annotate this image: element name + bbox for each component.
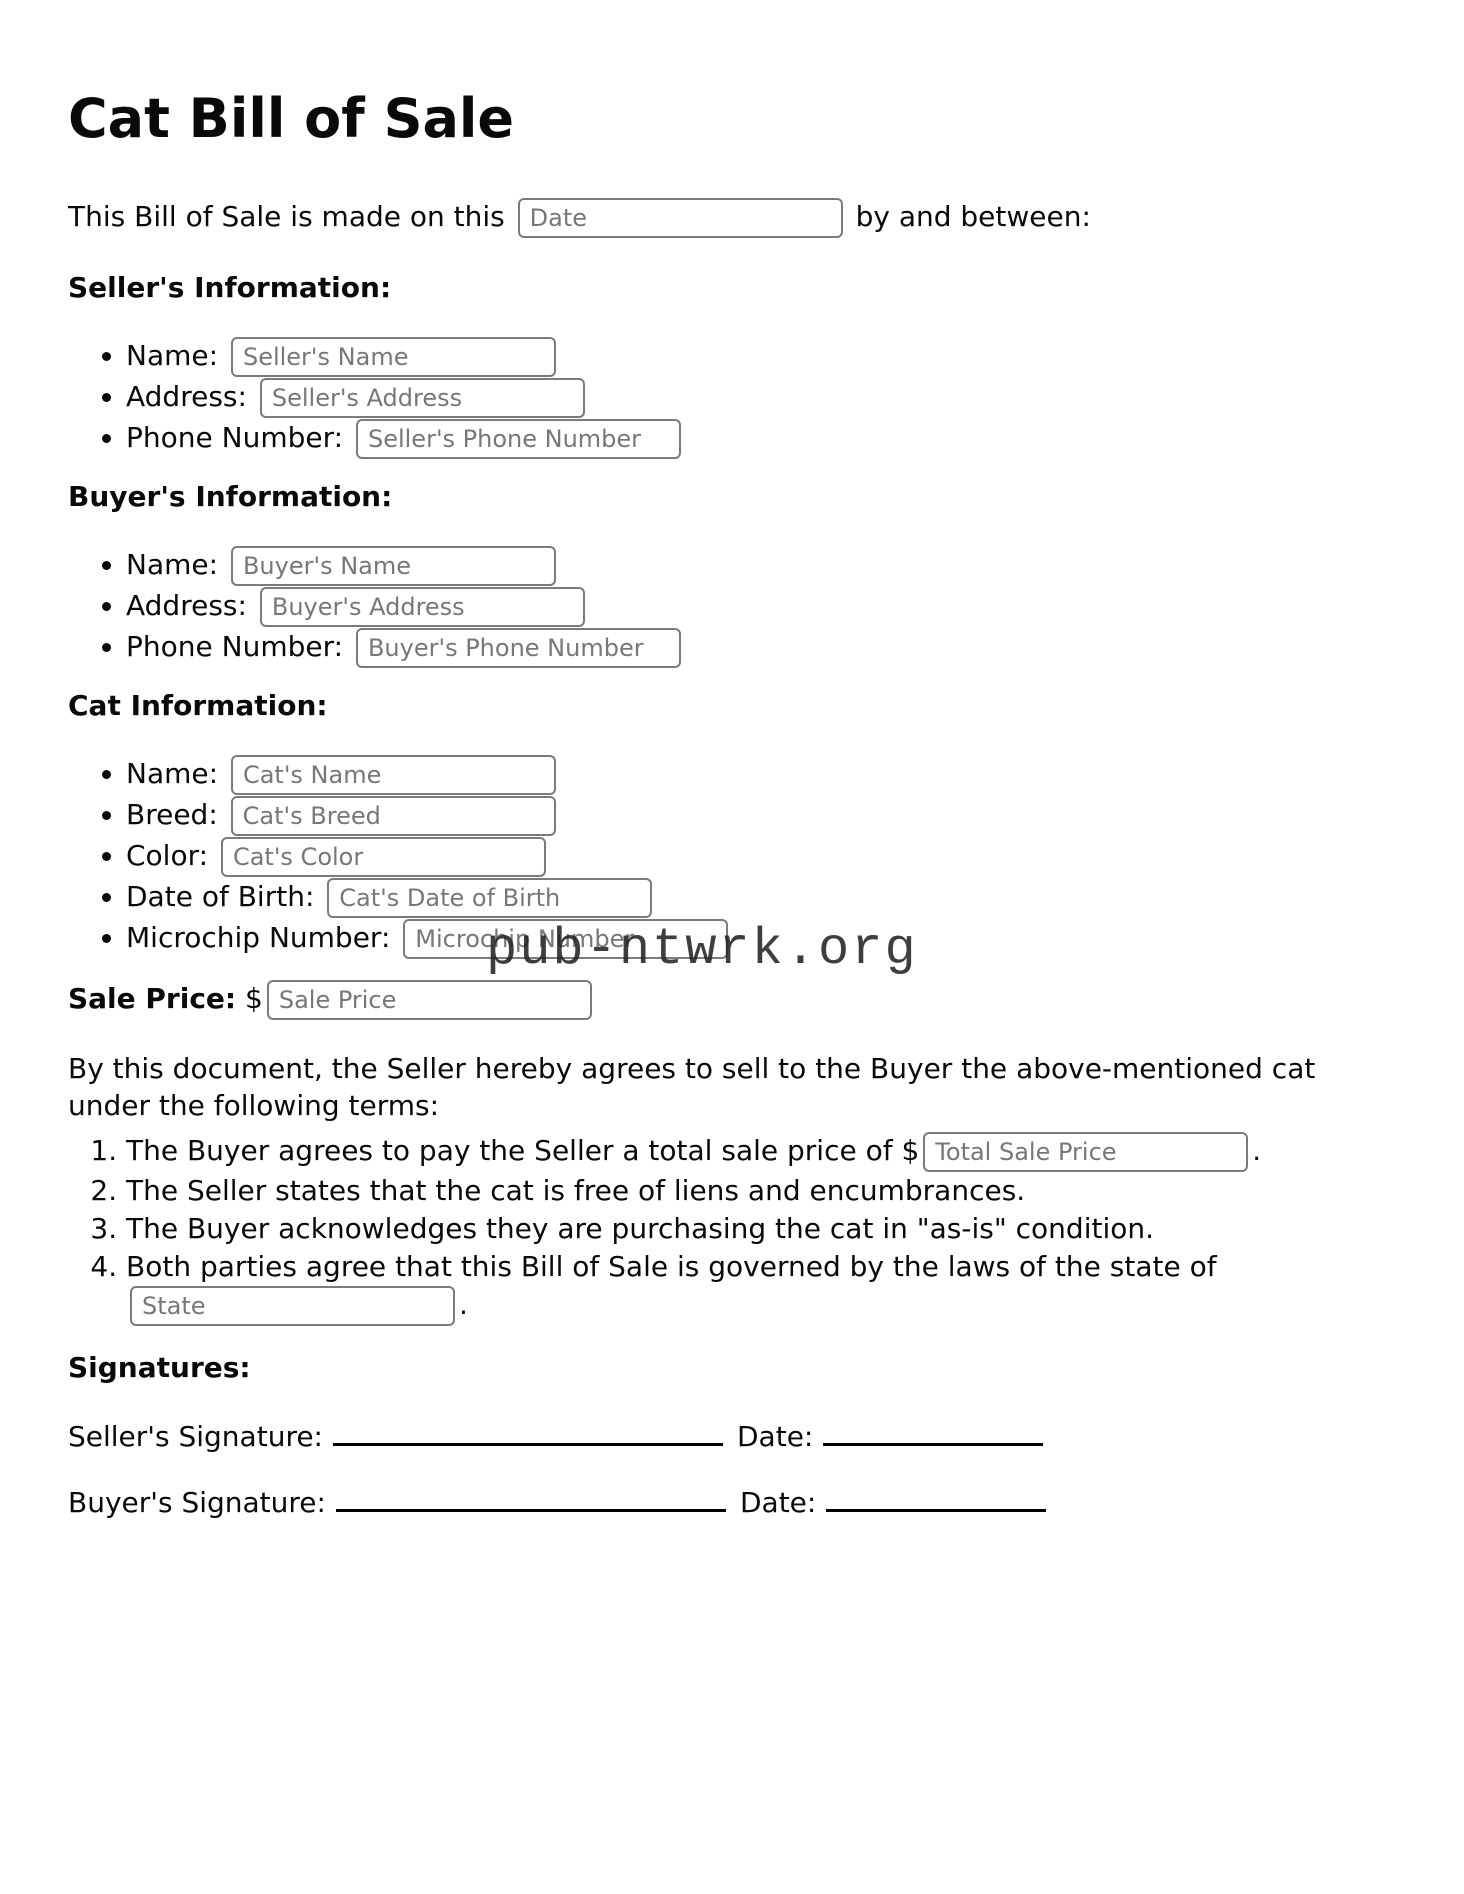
field-label: Color: [126, 839, 209, 872]
cat-microchip-row [126, 918, 1396, 959]
signatures-heading: Signatures: [68, 1351, 251, 1384]
sale-price-row [68, 979, 1396, 1020]
cat-color-row [126, 836, 1396, 877]
buyer-info-list [68, 545, 1396, 668]
field-label: Name: [126, 339, 219, 372]
seller-address-row [126, 377, 1396, 418]
state-input[interactable] [130, 1286, 455, 1326]
term-liens [126, 1172, 1396, 1210]
term-text: The Buyer agrees to pay the Seller a total sale price of $ [126, 1134, 920, 1167]
agreement-intro: By this document, the Seller hereby agrees to sell to the Buyer the above-mentioned cat under the following terms: [68, 1052, 1316, 1122]
cat-breed-row [126, 795, 1396, 836]
seller-signature-label: Seller's Signature: [68, 1420, 323, 1453]
seller-phone-row [126, 418, 1396, 459]
cat-info-list [68, 754, 1396, 959]
field-label: Address: [126, 589, 247, 622]
cat-color-input[interactable] [221, 837, 546, 877]
intro-suffix: by and between: [855, 200, 1091, 233]
buyer-address-input[interactable] [260, 587, 585, 627]
cat-dob-row [126, 877, 1396, 918]
term-suffix: . [1252, 1134, 1262, 1167]
term-total-price [126, 1132, 1396, 1172]
seller-date-label: Date: [737, 1420, 814, 1453]
buyer-signature-row [68, 1482, 1396, 1522]
sale-price-label: Sale Price: [68, 982, 237, 1015]
sale-price-input[interactable] [267, 980, 592, 1020]
currency-symbol: $ [245, 982, 263, 1015]
buyer-date-label: Date: [739, 1486, 817, 1519]
seller-date-line [823, 1416, 1043, 1446]
field-label: Phone Number: [126, 421, 344, 454]
buyer-name-input[interactable] [231, 546, 556, 586]
buyer-name-row [126, 545, 1396, 586]
cat-dob-input[interactable] [327, 878, 652, 918]
buyer-date-line [826, 1482, 1046, 1512]
seller-signature-row [68, 1416, 1396, 1456]
cat-microchip-input[interactable] [403, 919, 728, 959]
seller-phone-input[interactable] [356, 419, 681, 459]
intro-line [68, 196, 1396, 238]
buyer-phone-input[interactable] [356, 628, 681, 668]
seller-name-input[interactable] [231, 337, 556, 377]
field-label: Date of Birth: [126, 880, 315, 913]
term-suffix: . [459, 1288, 468, 1321]
buyer-address-row [126, 586, 1396, 627]
cat-info-heading: Cat Information: [68, 689, 328, 722]
cat-name-input[interactable] [231, 755, 556, 795]
buyer-signature-label: Buyer's Signature: [68, 1486, 326, 1519]
seller-name-row [126, 336, 1396, 377]
watermark: pub-ntwrk.org [486, 920, 918, 979]
term-governing-law [126, 1248, 1396, 1326]
field-label: Name: [126, 757, 219, 790]
date-input[interactable] [518, 198, 843, 238]
seller-address-input[interactable] [260, 378, 585, 418]
term-text: The Seller states that the cat is free of liens and encumbrances. [126, 1174, 1026, 1207]
intro-prefix: This Bill of Sale is made on this [68, 200, 505, 233]
term-text: The Buyer acknowledges they are purchasing the cat in "as-is" condition. [126, 1212, 1155, 1245]
field-label: Microchip Number: [126, 921, 391, 954]
buyer-phone-row [126, 627, 1396, 668]
page-title: Cat Bill of Sale [68, 87, 515, 150]
term-as-is [126, 1210, 1396, 1248]
field-label: Phone Number: [126, 630, 344, 663]
terms-list [68, 1132, 1396, 1326]
buyer-info-heading: Buyer's Information: [68, 480, 393, 513]
seller-info-list [68, 336, 1396, 459]
buyer-signature-line [336, 1482, 726, 1512]
term-text: Both parties agree that this Bill of Sale is governed by the laws of the state of [126, 1250, 1217, 1283]
seller-signature-line [333, 1416, 723, 1446]
seller-info-heading: Seller's Information: [68, 271, 392, 304]
cat-breed-input[interactable] [231, 796, 556, 836]
total-sale-price-input[interactable] [923, 1132, 1248, 1172]
cat-name-row [126, 754, 1396, 795]
field-label: Breed: [126, 798, 218, 831]
field-label: Address: [126, 380, 247, 413]
field-label: Name: [126, 548, 219, 581]
